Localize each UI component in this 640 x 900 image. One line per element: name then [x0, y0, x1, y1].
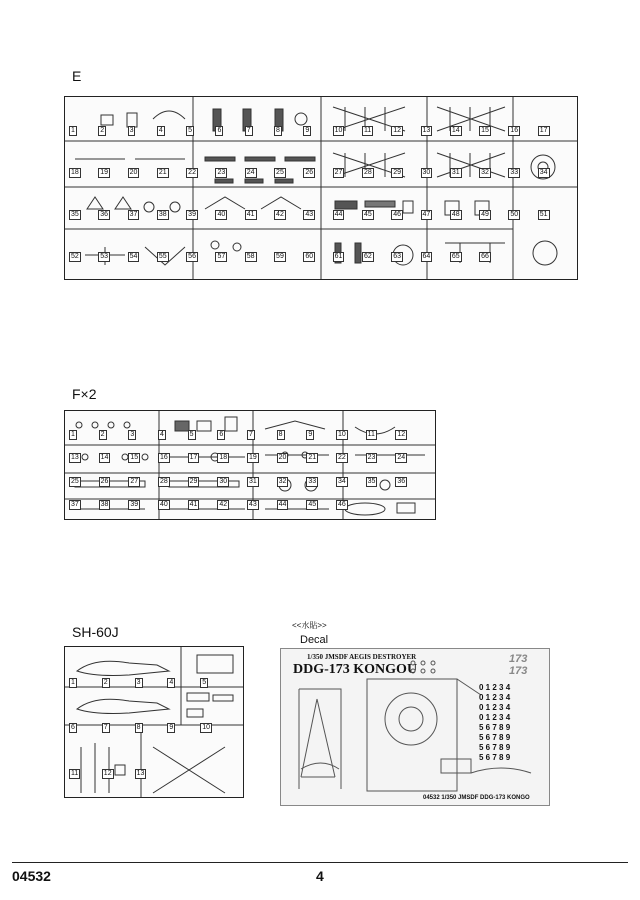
sprue-f-part-number: 20 — [278, 454, 287, 462]
sprue-e-part-number: 17 — [539, 127, 548, 135]
sprue-f-frame — [64, 410, 436, 520]
sprue-f-part-number: 37 — [71, 501, 79, 509]
sprue-f-part-number: 19 — [249, 454, 257, 462]
sprue-e-part-number: 34 — [539, 169, 548, 177]
sprue-e-part-number: 39 — [188, 211, 196, 219]
sprue-sh60-label: SH-60J — [72, 624, 119, 640]
sprue-e-part-number: 14 — [451, 127, 460, 135]
sprue-e-part-number: 49 — [481, 211, 489, 219]
sprue-e-part-number: 36 — [100, 211, 109, 219]
sprue-f-part-number: 42 — [219, 501, 228, 509]
sprue-e-part-number: 20 — [129, 169, 138, 177]
decal-number-row: 0 1 2 3 4 — [479, 683, 511, 692]
decal-number-row: 0 1 2 3 4 — [479, 703, 511, 712]
sprue-e-part-number: 22 — [188, 169, 196, 177]
sprue-sh-part-number: 6 — [71, 724, 75, 732]
sprue-f-part-number: 27 — [130, 477, 139, 485]
sprue-f-part-number: 2 — [100, 430, 105, 438]
decal-hull-number-1: 173 — [509, 653, 528, 665]
sprue-f-part-number: 11 — [367, 430, 375, 438]
sprue-e-part-number: 43 — [305, 211, 314, 219]
sprue-f-part-number: 32 — [278, 477, 287, 485]
sprue-f-part-number: 46 — [338, 501, 346, 509]
sprue-sh-part-number: 9 — [169, 724, 174, 732]
sprue-e-part-number: 1 — [71, 127, 75, 135]
sprue-f-label: F×2 — [72, 386, 97, 402]
decal-number-row: 0 1 2 3 4 — [479, 693, 511, 702]
sprue-sh-part-number: 12 — [103, 769, 112, 777]
sprue-e-drawing — [65, 97, 577, 279]
sprue-e-part-number: 29 — [393, 169, 402, 177]
sprue-e-part-number: 19 — [100, 169, 109, 177]
decal-number-rows — [479, 683, 510, 763]
sprue-e-part-number: 40 — [217, 211, 226, 219]
sprue-sh-part-number: 8 — [136, 724, 141, 732]
sprue-f-part-number: 7 — [249, 430, 253, 438]
sprue-e-part-number: 60 — [305, 253, 314, 261]
sprue-f-part-number: 5 — [189, 430, 194, 438]
sprue-f-part-number: 40 — [160, 501, 168, 509]
sprue-e-part-number: 26 — [305, 169, 314, 177]
decal-title-line1: 1/350 JMSDF AEGIS DESTROYER — [307, 653, 417, 661]
decal-hull-number-2: 173 — [509, 665, 528, 677]
decal-sheet — [280, 648, 550, 806]
sprue-f-part-number: 31 — [249, 477, 257, 485]
sprue-sh-part-number: 2 — [103, 678, 108, 686]
sprue-f-part-number: 22 — [338, 454, 346, 462]
sprue-f-part-number: 39 — [130, 501, 139, 509]
sprue-e-part-number: 63 — [393, 253, 402, 261]
sprue-e-part-number: 30 — [422, 169, 431, 177]
sprue-e-part-number: 35 — [71, 211, 79, 219]
sprue-e-part-number: 41 — [246, 211, 255, 219]
decal-bottom-caption: 04532 1/350 JMSDF DDG-173 KONGO — [423, 795, 530, 801]
sprue-f-part-number: 26 — [100, 477, 109, 485]
sprue-e-part-number: 56 — [188, 253, 196, 261]
sprue-f-part-number: 15 — [130, 454, 139, 462]
sprue-sh60-drawing — [65, 647, 243, 797]
sprue-f-part-number: 30 — [219, 477, 228, 485]
sprue-e-part-number: 27 — [334, 169, 343, 177]
sprue-f-part-number: 18 — [219, 454, 228, 462]
sprue-e-part-number: 37 — [129, 211, 138, 219]
sprue-e-part-number: 8 — [276, 127, 280, 135]
decal-number-row: 5 6 7 8 9 — [479, 743, 511, 752]
sprue-sh-part-number: 5 — [202, 678, 207, 686]
sprue-e-part-number: 7 — [246, 127, 251, 135]
sprue-f-part-number: 28 — [160, 477, 168, 485]
sprue-e-part-number: 4 — [158, 127, 163, 135]
sprue-f-part-number: 44 — [278, 501, 287, 509]
sprue-sh-part-number: 4 — [169, 678, 174, 686]
sprue-e-part-number: 10 — [334, 127, 343, 135]
sprue-sh-part-number: 10 — [202, 724, 210, 732]
sprue-e-part-number: 64 — [422, 253, 431, 261]
sprue-e-part-number: 54 — [129, 253, 138, 261]
sprue-e-part-number: 46 — [393, 211, 402, 219]
sprue-f-part-number: 45 — [308, 501, 317, 509]
decal-number-row: 5 6 7 8 9 — [479, 733, 511, 742]
sprue-sh-part-number: 3 — [136, 678, 141, 686]
decal-number-row: 5 6 7 8 9 — [479, 753, 511, 762]
sprue-e-part-number: 59 — [276, 253, 284, 261]
sprue-sh60-frame — [64, 646, 244, 798]
sprue-e-label: E — [72, 68, 82, 84]
sprue-f-part-number: 43 — [249, 501, 257, 509]
sprue-e-part-number: 9 — [305, 127, 310, 135]
sprue-e-part-number: 38 — [158, 211, 167, 219]
sprue-e-part-number: 13 — [422, 127, 431, 135]
sprue-e-part-number: 53 — [100, 253, 109, 261]
sprue-e-part-number: 44 — [334, 211, 343, 219]
sprue-f-part-number: 36 — [397, 477, 406, 485]
decal-caption-en: Decal — [300, 634, 329, 646]
sprue-f-part-number: 25 — [71, 477, 79, 485]
sprue-e-part-number: 15 — [481, 127, 489, 135]
sprue-f-part-number: 16 — [160, 454, 168, 462]
sprue-e-part-number: 51 — [539, 211, 548, 219]
sprue-e-part-number: 25 — [276, 169, 284, 177]
sprue-e-part-number: 23 — [217, 169, 226, 177]
sprue-e-part-number: 45 — [363, 211, 372, 219]
sprue-f-part-number: 13 — [71, 454, 79, 462]
decal-caption-native: <<水貼>> — [292, 621, 327, 630]
sprue-sh-part-number: 13 — [136, 769, 145, 777]
sprue-f-part-number: 10 — [338, 430, 346, 438]
sprue-e-part-number: 24 — [246, 169, 255, 177]
sprue-e-part-number: 18 — [71, 169, 79, 177]
decal-number-row: 5 6 7 8 9 — [479, 723, 511, 732]
sprue-e-part-number: 58 — [246, 253, 255, 261]
sprue-e-part-number: 32 — [481, 169, 489, 177]
sprue-e-part-number: 12 — [393, 127, 402, 135]
footer-product-code: 04532 — [12, 868, 51, 884]
sprue-f-part-number: 8 — [278, 430, 283, 438]
sprue-e-part-number: 33 — [510, 169, 519, 177]
sprue-e-part-number: 5 — [188, 127, 193, 135]
sprue-e-part-number: 55 — [158, 253, 167, 261]
sprue-e-part-number: 16 — [510, 127, 519, 135]
sprue-f-part-number: 34 — [338, 477, 346, 485]
sprue-e-part-number: 31 — [451, 169, 460, 177]
sprue-e-part-number: 2 — [100, 127, 105, 135]
sprue-e-part-number: 28 — [363, 169, 372, 177]
sprue-e-part-number: 66 — [481, 253, 489, 261]
sprue-sh-part-number: 7 — [103, 724, 108, 732]
sprue-e-part-number: 65 — [451, 253, 460, 261]
sprue-f-part-number: 23 — [367, 454, 376, 462]
sprue-e-part-number: 62 — [363, 253, 372, 261]
sprue-f-part-number: 12 — [397, 430, 406, 438]
sprue-f-part-number: 21 — [308, 454, 317, 462]
sprue-f-part-number: 35 — [367, 477, 376, 485]
sprue-e-frame — [64, 96, 578, 280]
footer-rule — [12, 862, 628, 863]
sprue-f-part-number: 17 — [189, 454, 198, 462]
sprue-e-part-number: 21 — [158, 169, 167, 177]
sprue-f-part-number: 24 — [397, 454, 406, 462]
sprue-sh-part-number: 1 — [71, 678, 75, 686]
sprue-e-part-number: 42 — [276, 211, 284, 219]
sprue-f-part-number: 1 — [71, 430, 75, 438]
sprue-e-part-number: 52 — [71, 253, 79, 261]
decal-number-row: 0 1 2 3 4 — [479, 713, 511, 722]
sprue-e-part-number: 48 — [451, 211, 460, 219]
sprue-sh-part-number: 11 — [71, 769, 79, 777]
sprue-e-part-number: 11 — [363, 127, 372, 135]
sprue-f-part-number: 9 — [308, 430, 313, 438]
decal-title-line2: DDG-173 KONGOU — [293, 662, 418, 677]
sprue-f-part-number: 4 — [160, 430, 164, 438]
footer-page-number: 4 — [316, 868, 324, 884]
sprue-e-part-number: 3 — [129, 127, 134, 135]
sprue-f-part-number: 3 — [130, 430, 135, 438]
sprue-e-part-number: 57 — [217, 253, 226, 261]
sprue-e-part-number: 47 — [422, 211, 431, 219]
sprue-f-part-number: 29 — [189, 477, 198, 485]
sprue-e-part-number: 61 — [334, 253, 343, 261]
sprue-f-part-number: 6 — [219, 430, 224, 438]
sprue-e-part-number: 50 — [510, 211, 519, 219]
sprue-f-part-number: 38 — [100, 501, 109, 509]
sprue-f-part-number: 33 — [308, 477, 317, 485]
sprue-f-part-number: 14 — [100, 454, 109, 462]
sprue-f-part-number: 41 — [189, 501, 198, 509]
sprue-e-part-number: 6 — [217, 127, 222, 135]
